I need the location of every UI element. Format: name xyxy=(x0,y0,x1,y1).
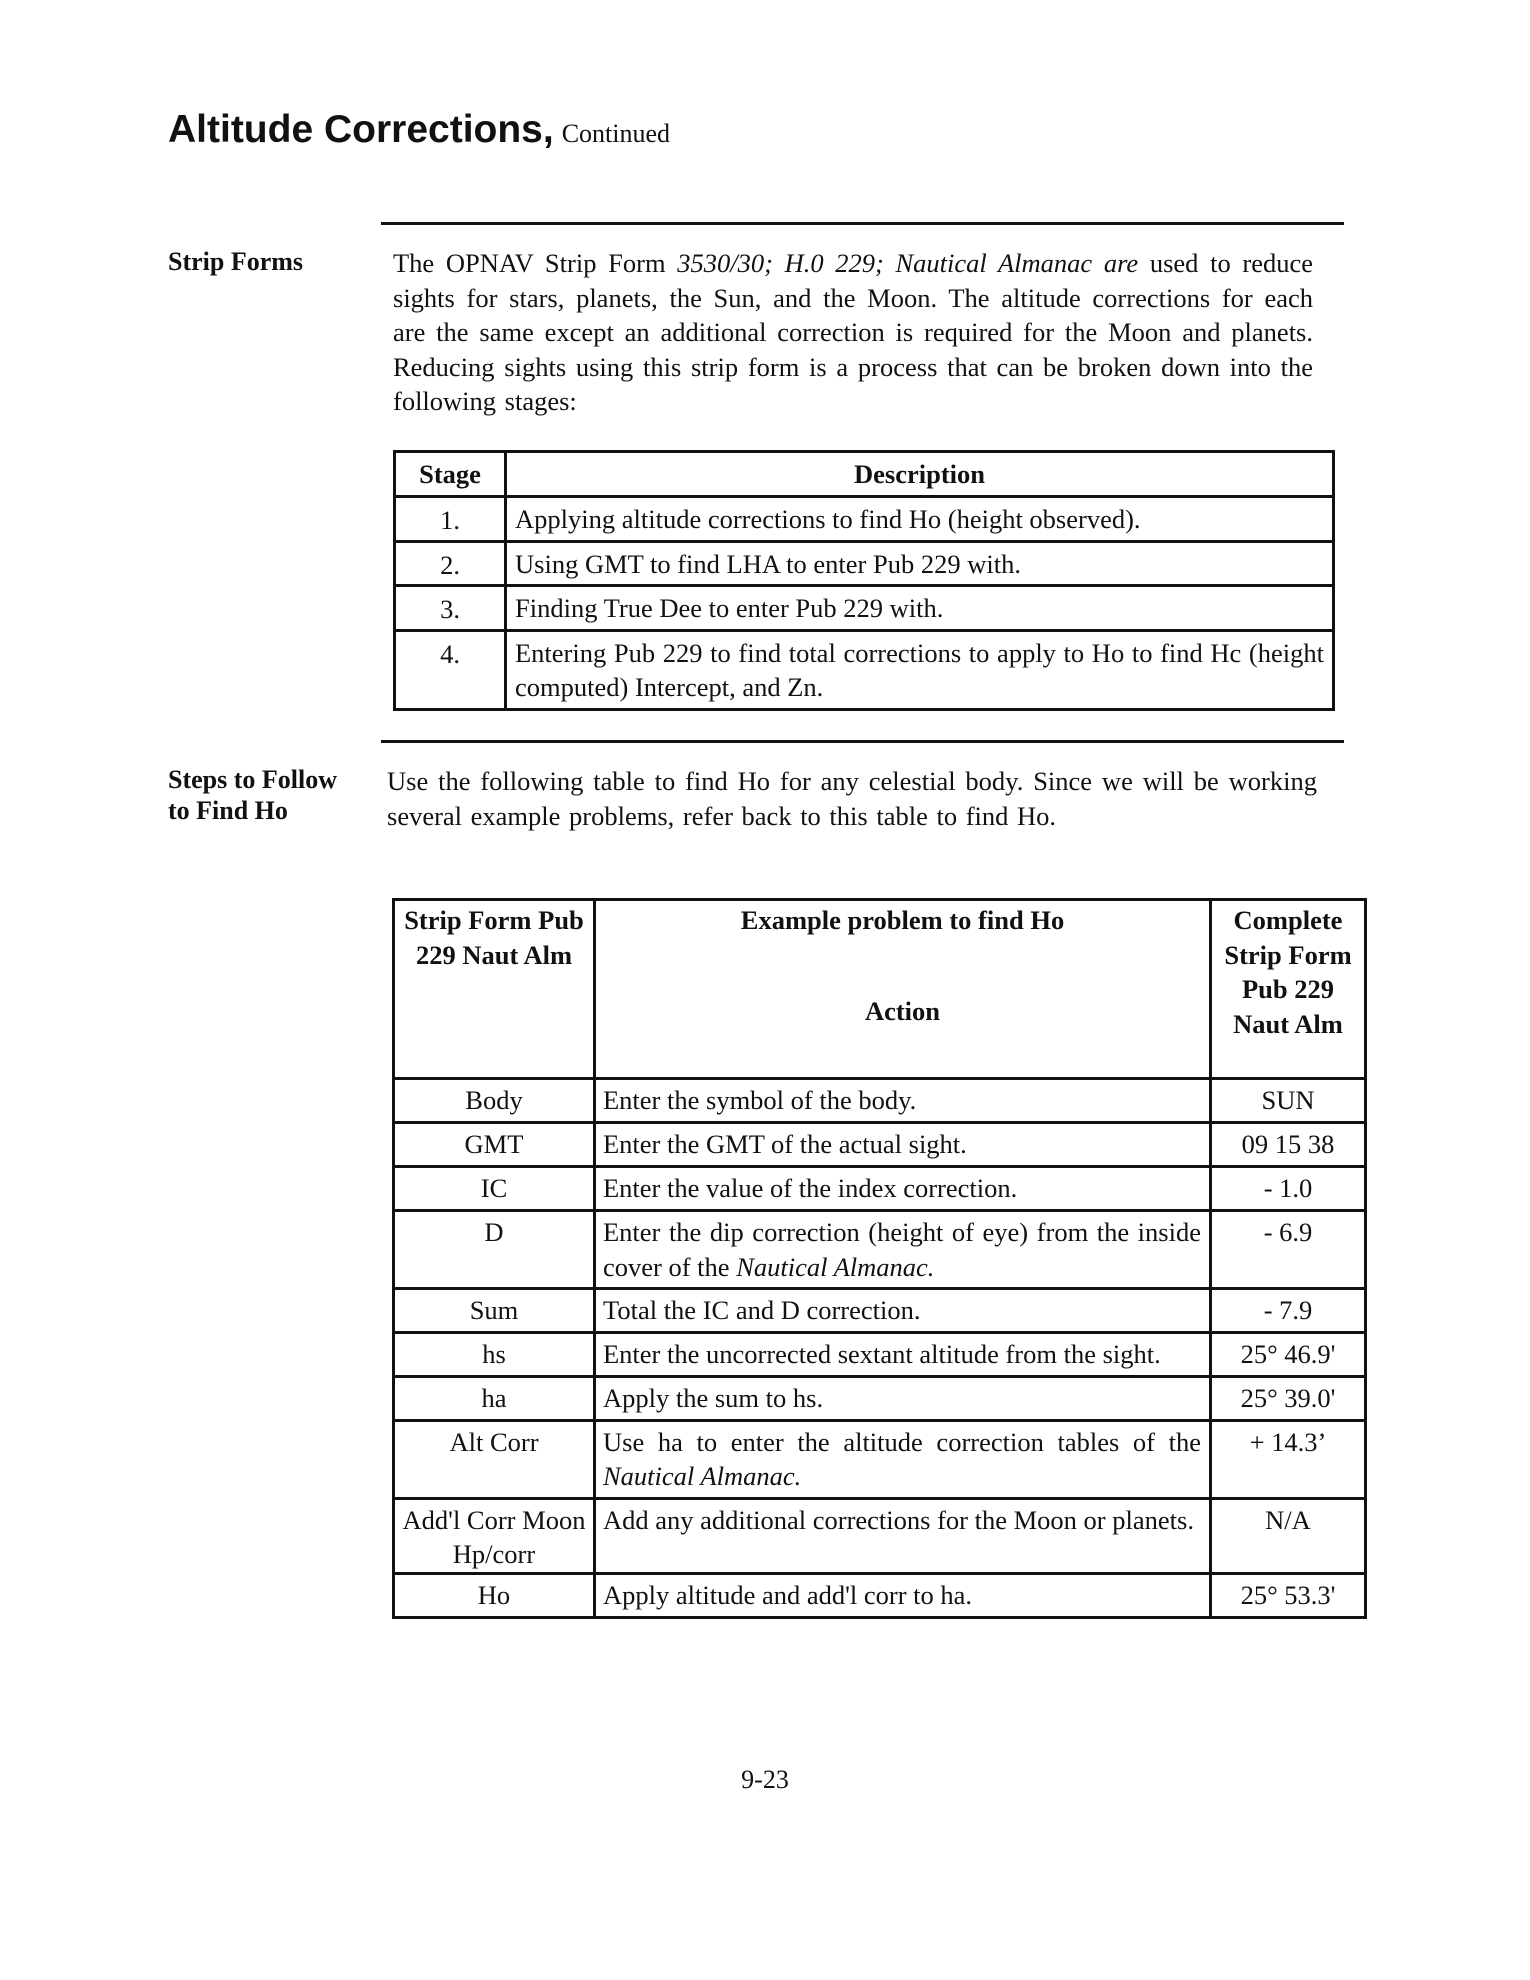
steps-table-header-row xyxy=(394,900,1366,1079)
row-action xyxy=(595,1420,1211,1498)
stage-header: Stage xyxy=(395,452,506,497)
table-row xyxy=(394,1211,1366,1289)
row-action: Apply the sum to hs. xyxy=(595,1376,1211,1420)
stage-description: Applying altitude corrections to find Ho (height observed). xyxy=(506,497,1334,542)
strip-forms-text-before: The OPNAV Strip Form xyxy=(393,248,678,278)
table-row xyxy=(395,497,1334,542)
table-row xyxy=(394,1498,1366,1573)
section-divider xyxy=(381,740,1344,743)
stage-number: 1. xyxy=(395,497,506,542)
row-item: Add'l Corr Moon Hp/corr xyxy=(394,1498,595,1573)
table-row xyxy=(395,630,1334,709)
table-row xyxy=(394,1376,1366,1420)
steps-label-line1: Steps to Follow xyxy=(168,765,337,794)
row-action: Enter the value of the index correction. xyxy=(595,1167,1211,1211)
row-value: 25° 53.3' xyxy=(1211,1573,1366,1617)
row-action: Total the IC and D correction. xyxy=(595,1289,1211,1333)
section-divider xyxy=(381,222,1344,225)
row-item: GMT xyxy=(394,1123,595,1167)
example-header xyxy=(595,900,1211,1079)
title-text: Altitude Corrections, xyxy=(168,108,554,151)
stage-description: Entering Pub 229 to find total corrections to apply to Ho to find Hc (height computed) Intercept, and Zn. xyxy=(506,630,1334,709)
page-title xyxy=(168,108,670,152)
row-item: Sum xyxy=(394,1289,595,1333)
strip-forms-paragraph xyxy=(393,246,1313,419)
row-action xyxy=(595,1211,1211,1289)
steps-paragraph: Use the following table to find Ho for any celestial body. Since we will be working several example problems, refer back to this table to find Ho. xyxy=(387,766,1317,831)
table-row xyxy=(394,1420,1366,1498)
row-action-text: Enter the dip correction (height of eye) from the inside cover of the xyxy=(603,1217,1201,1282)
steps-label-line2: to Find Ho xyxy=(168,796,288,825)
row-value: - 1.0 xyxy=(1211,1167,1366,1211)
stage-number: 2. xyxy=(395,541,506,586)
table-row xyxy=(394,1333,1366,1377)
stages-table xyxy=(393,450,1335,711)
strip-forms-text-after: used to reduce sights for stars, planets, the Sun, and the Moon. The altitude corrections for each are the same except an additional correction is required for the Moon and planets. Reducing sights using this strip form is a process that can be broken down into the following stages: xyxy=(393,248,1313,416)
description-header: Description xyxy=(506,452,1334,497)
steps-label xyxy=(168,764,337,826)
complete-header: Complete Strip Form Pub 229 Naut Alm xyxy=(1211,900,1366,1079)
ho-steps-table xyxy=(392,898,1367,1619)
row-value: 09 15 38 xyxy=(1211,1123,1366,1167)
page-number: 9-23 xyxy=(741,1765,789,1794)
row-item: IC xyxy=(394,1167,595,1211)
row-action-italic: Nautical Almanac. xyxy=(603,1461,802,1491)
row-action: Apply altitude and add'l corr to ha. xyxy=(595,1573,1211,1617)
table-row xyxy=(394,1167,1366,1211)
table-row xyxy=(395,586,1334,631)
table-row xyxy=(394,1289,1366,1333)
stage-description: Using GMT to find LHA to enter Pub 229 with. xyxy=(506,541,1334,586)
row-action: Enter the symbol of the body. xyxy=(595,1079,1211,1123)
stage-number: 4. xyxy=(395,630,506,709)
row-item: ha xyxy=(394,1376,595,1420)
row-action: Add any additional corrections for the Moon or planets. xyxy=(595,1498,1211,1573)
row-value: - 7.9 xyxy=(1211,1289,1366,1333)
row-action-italic: Nautical Almanac. xyxy=(736,1251,935,1282)
row-item: hs xyxy=(394,1333,595,1377)
stage-number: 3. xyxy=(395,586,506,631)
stages-table-header-row xyxy=(395,452,1334,497)
row-item: Body xyxy=(394,1079,595,1123)
row-value: 25° 39.0' xyxy=(1211,1376,1366,1420)
action-header: Action xyxy=(864,995,941,1026)
table-row xyxy=(394,1079,1366,1123)
stage-description: Finding True Dee to enter Pub 229 with. xyxy=(506,586,1334,631)
table-row xyxy=(394,1123,1366,1167)
row-item: Ho xyxy=(394,1573,595,1617)
strip-forms-label: Strip Forms xyxy=(168,247,304,276)
example-header-top: Example problem to find Ho xyxy=(740,905,1065,935)
row-value: - 6.9 xyxy=(1211,1211,1366,1289)
row-action: Enter the GMT of the actual sight. xyxy=(595,1123,1211,1167)
row-value: 25° 46.9' xyxy=(1211,1333,1366,1377)
title-continued: Continued xyxy=(561,119,671,148)
row-value: N/A xyxy=(1211,1498,1366,1573)
row-item: D xyxy=(394,1211,595,1289)
strip-forms-text-italic: 3530/30; H.0 229; Nautical Almanac are xyxy=(677,248,1139,278)
row-action-text: Use ha to enter the altitude correction tables of the xyxy=(603,1426,1201,1457)
row-value: SUN xyxy=(1211,1079,1366,1123)
strip-form-header: Strip Form Pub 229 Naut Alm xyxy=(394,900,595,1079)
row-action: Enter the uncorrected sextant altitude from the sight. xyxy=(595,1333,1211,1377)
row-item: Alt Corr xyxy=(394,1420,595,1498)
row-value: + 14.3’ xyxy=(1211,1420,1366,1498)
table-row xyxy=(395,541,1334,586)
table-row xyxy=(394,1573,1366,1617)
